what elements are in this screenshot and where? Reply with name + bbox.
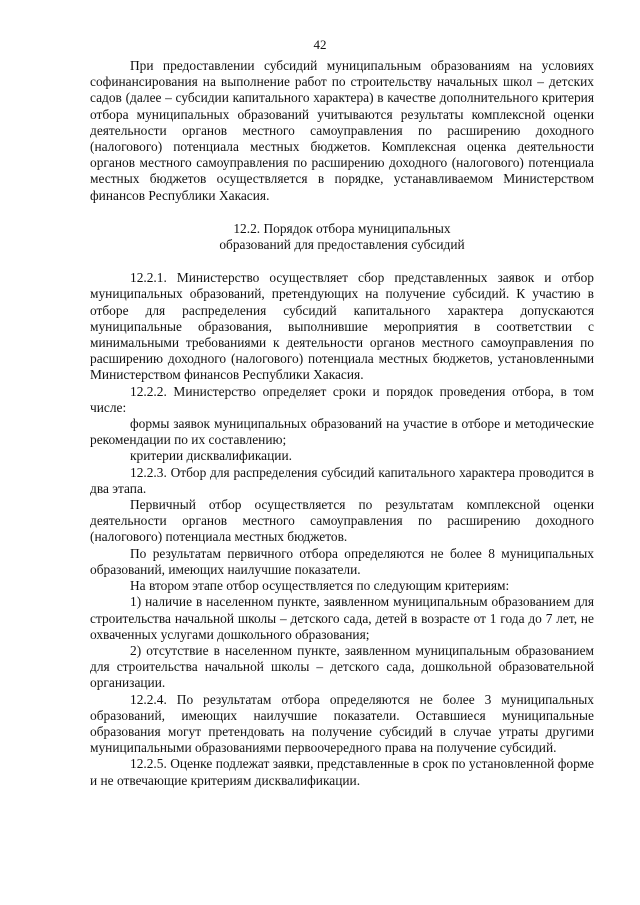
- paragraph-12-2-5: 12.2.5. Оценке подлежат заявки, представленные в срок по установленной форме и не отвечающие критериям дисквалификации.: [90, 756, 594, 788]
- list-item-forms: формы заявок муниципальных образований на участие в отборе и методические рекомендации по их составлению;: [90, 416, 594, 448]
- criterion-1: 1) наличие в населенном пункте, заявленном муниципальным образованием для строительства начальной школы – детского сада, детей в возрасте от 1 года до 7 лет, не охваченных услугами дошкольного образования;: [90, 594, 594, 642]
- section-heading: [90, 221, 594, 253]
- intro-paragraph: При предоставлении субсидий муниципальным образованиям на условиях софинансирования на выполнение работ по строительству начальных школ – детских садов (далее – субсидии капитального характера) в качестве дополнительного критерия отбора муниципальных образований учитываются результаты комплексной оценки деятельности органов местного самоуправления по расширению доходного (налогового) потенциала местных бюджетов. Комплексная оценка деятельности органов местного самоуправления по расширению доходного (налогового) потенциала местных бюджетов осуществляется в порядке, устанавливаемом Министерством финансов Республики Хакасия.: [90, 58, 594, 203]
- list-item-criteria: критерии дисквалификации.: [130, 448, 292, 464]
- page-number: 42: [313, 37, 327, 52]
- paragraph-primary-selection: Первичный отбор осуществляется по результатам комплексной оценки деятельности органов местного самоуправления по расширению доходного (налогового) потенциала местных бюджетов.: [90, 497, 594, 545]
- document-body: [90, 58, 594, 789]
- paragraph-12-2-1: 12.2.1. Министерство осуществляет сбор представленных заявок и отбор муниципальных образований, претендующих на получение субсидий. К участию в отборе для распределения субсидий капитального характера допускаются муниципальные образования, выполнившие мероприятия в соответствии с минимальными требованиями к деятельности органов местного самоуправления по расширению доходного (налогового) потенциала местных бюджетов, установленными Министерством финансов Республики Хакасия.: [90, 270, 594, 383]
- paragraph-12-2-2: 12.2.2. Министерство определяет сроки и порядок проведения отбора, в том числе:: [90, 383, 594, 415]
- section-title-line-2: образований для предоставления субсидий: [219, 237, 465, 253]
- criterion-2: 2) отсутствие в населенном пункте, заявленном муниципальным образованием для строительства начальной школы – детского сада, дошкольной образовательной организации.: [90, 642, 594, 691]
- paragraph-12-2-3: 12.2.3. Отбор для распределения субсидий капитального характера проводится в два этапа.: [90, 464, 594, 496]
- paragraph-12-2-4: 12.2.4. По результатам отбора определяются не более 3 муниципальных образований, имеющих наилучшие показатели. Оставшиеся муниципальные образования могут претендовать на получение субсидий в случае утраты другими муниципальными образованиями первоочередного права на получение субсидий.: [90, 691, 594, 756]
- paragraph-second-stage: На втором этапе отбор осуществляется по следующим критериям:: [130, 578, 510, 594]
- paragraph-primary-results: По результатам первичного отбора определяются не более 8 муниципальных образований, имеющих наилучшие показатели.: [90, 545, 594, 577]
- section-title-line-1: 12.2. Порядок отбора муниципальных: [233, 220, 451, 236]
